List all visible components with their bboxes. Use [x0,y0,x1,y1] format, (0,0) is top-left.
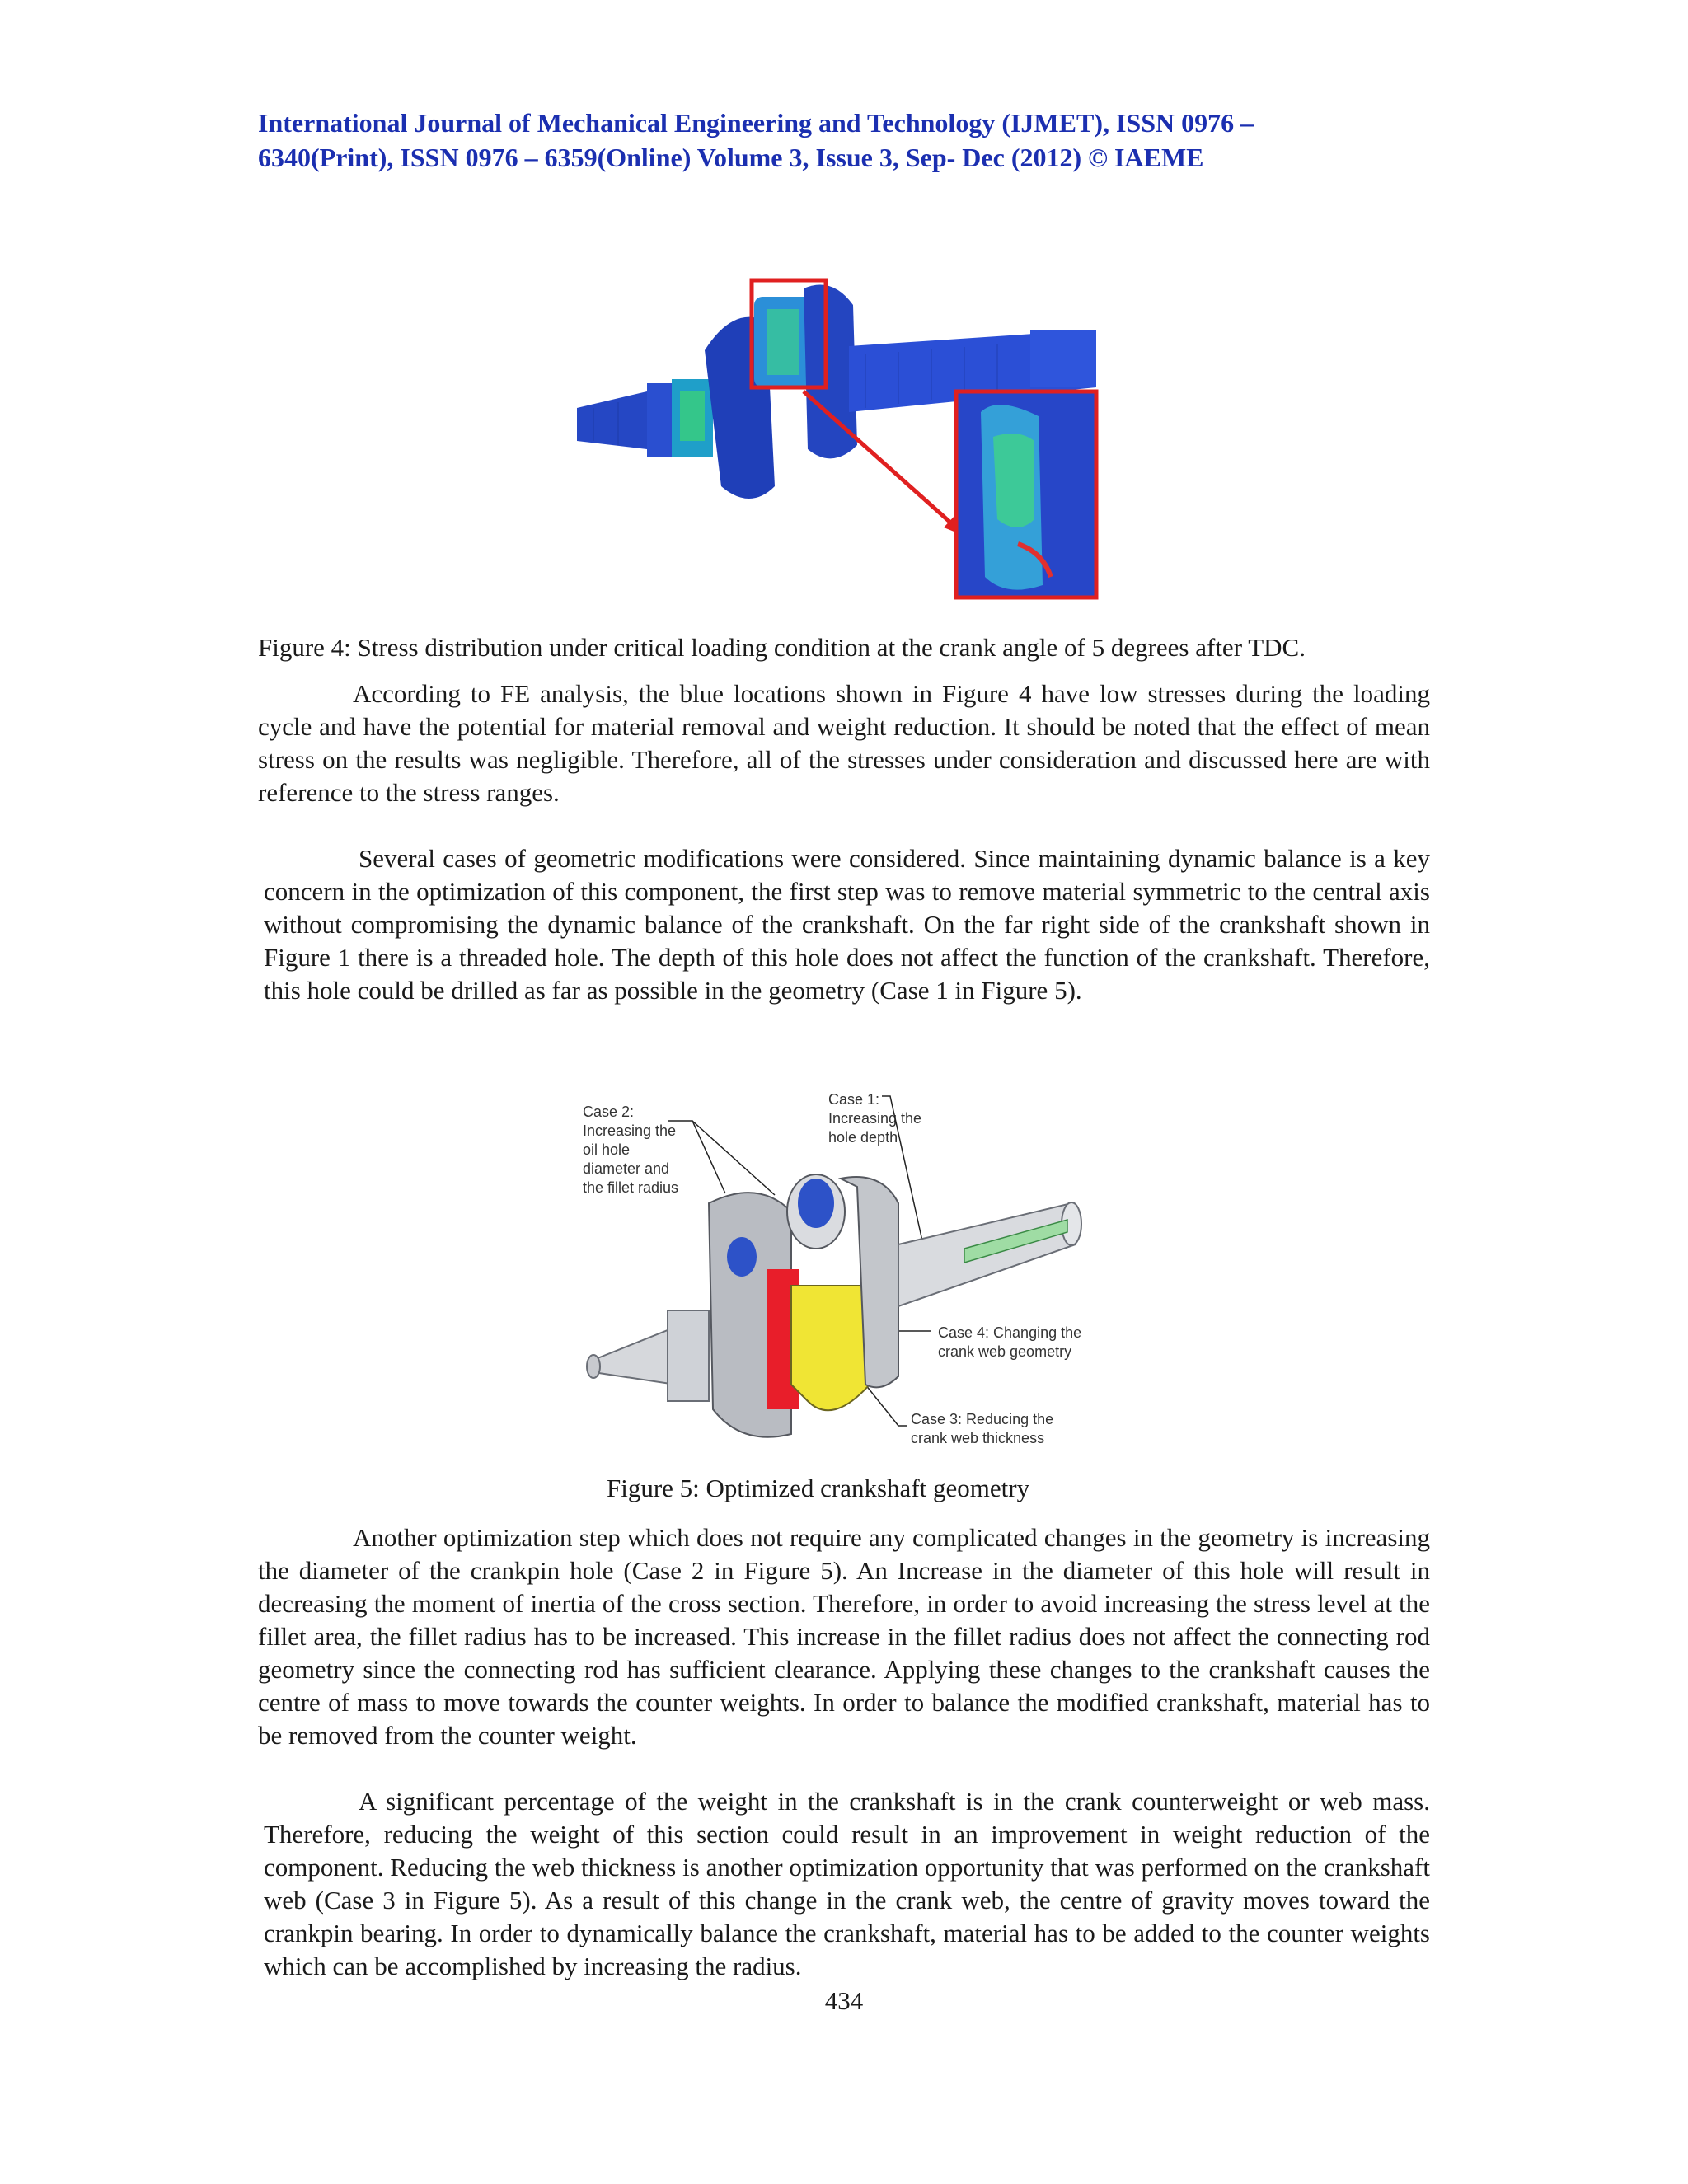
case3-label-line-1: crank web thickness [911,1430,1045,1446]
paragraph-3: Another optimization step which does not require any complicated changes in the geometry is increasing the diameter of the crankpin hole (Case 2 in Figure 5). An Increase in the diameter of this hole will result in decreasing the moment of inertia of the cross section. Therefore, in order to avoid increasing the stress level at the fillet area, the fillet radius has to be increased. This increase in the fillet radius does not affect the connecting rod geometry since the connecting rod has sufficient clearance. Applying these changes to the crankshaft causes the centre of mass to move towards the counter weights. In order to balance the modified crankshaft, material has to be removed from the counter weight. [258,1523,1430,1750]
case1-label-line-1: Increasing the [828,1110,922,1127]
page-number: 434 [824,1986,864,2015]
paragraph-1: According to FE analysis, the blue locations shown in Figure 4 have low stresses during the loading cycle and have the potential for material removal and weight reduction. It should be noted that the effect of mean stress on the results was negligible. Therefore, all of the stresses under consideration and discussed here are with reference to the stress ranges. [258,679,1430,807]
case1-label-line-2: hole depth [828,1129,898,1146]
figure-4-image [569,272,1104,602]
case4-label-line-0: Case 4: Changing the [938,1324,1082,1341]
figure-4-caption: Figure 4: Stress distribution under critical loading condition at the crank angle of 5 degrees after TDC. [258,633,1306,662]
figure-5-caption: Figure 5: Optimized crankshaft geometry [607,1474,1030,1502]
case4-label-line-1: crank web geometry [938,1343,1072,1360]
case2-label-line-4: the fillet radius [583,1179,679,1196]
header-line-1: International Journal of Mechanical Engineering and Technology (IJMET), ISSN 0976 – [258,108,1254,138]
journal-header [258,105,1430,175]
paragraph-2: Several cases of geometric modifications were considered. Since maintaining dynamic balance is a key concern in the optimization of this component, the first step was to remove material symmetric to the central axis without compromising the dynamic balance of the crankshaft. On the far right side of the crankshaft shown in Figure 1 there is a threaded hole. The depth of this hole does not affect the function of the crankshaft. Therefore, this hole could be drilled as far as possible in the geometry (Case 1 in Figure 5). [264,844,1430,1005]
case2-label-line-1: Increasing the [583,1122,677,1139]
figure-5-image [569,1080,1129,1451]
header-line-2: 6340(Print), ISSN 0976 – 6359(Online) Volume 3, Issue 3, Sep- Dec (2012) © IAEME [258,143,1204,172]
case1-label-line-0: Case 1: [828,1091,880,1108]
case2-label-line-2: oil hole [583,1141,631,1158]
case3-label-line-0: Case 3: Reducing the [911,1411,1054,1427]
case2-label-line-3: diameter and [583,1160,670,1177]
paragraph-4: A significant percentage of the weight in the crankshaft is in the crank counterweight or web mass. Therefore, reducing the weight of this section could result in an improvement in weight reduction of the component. Reducing the web thickness is another optimization opportunity that was performed on the crankshaft web (Case 3 in Figure 5). As a result of this change in the crank web, the centre of gravity moves toward the crankpin bearing. In order to dynamically balance the crankshaft, material has to be added to the counter weights which can be accomplished by increasing the radius. [264,1787,1430,1980]
case2-label-line-0: Case 2: [583,1104,635,1120]
